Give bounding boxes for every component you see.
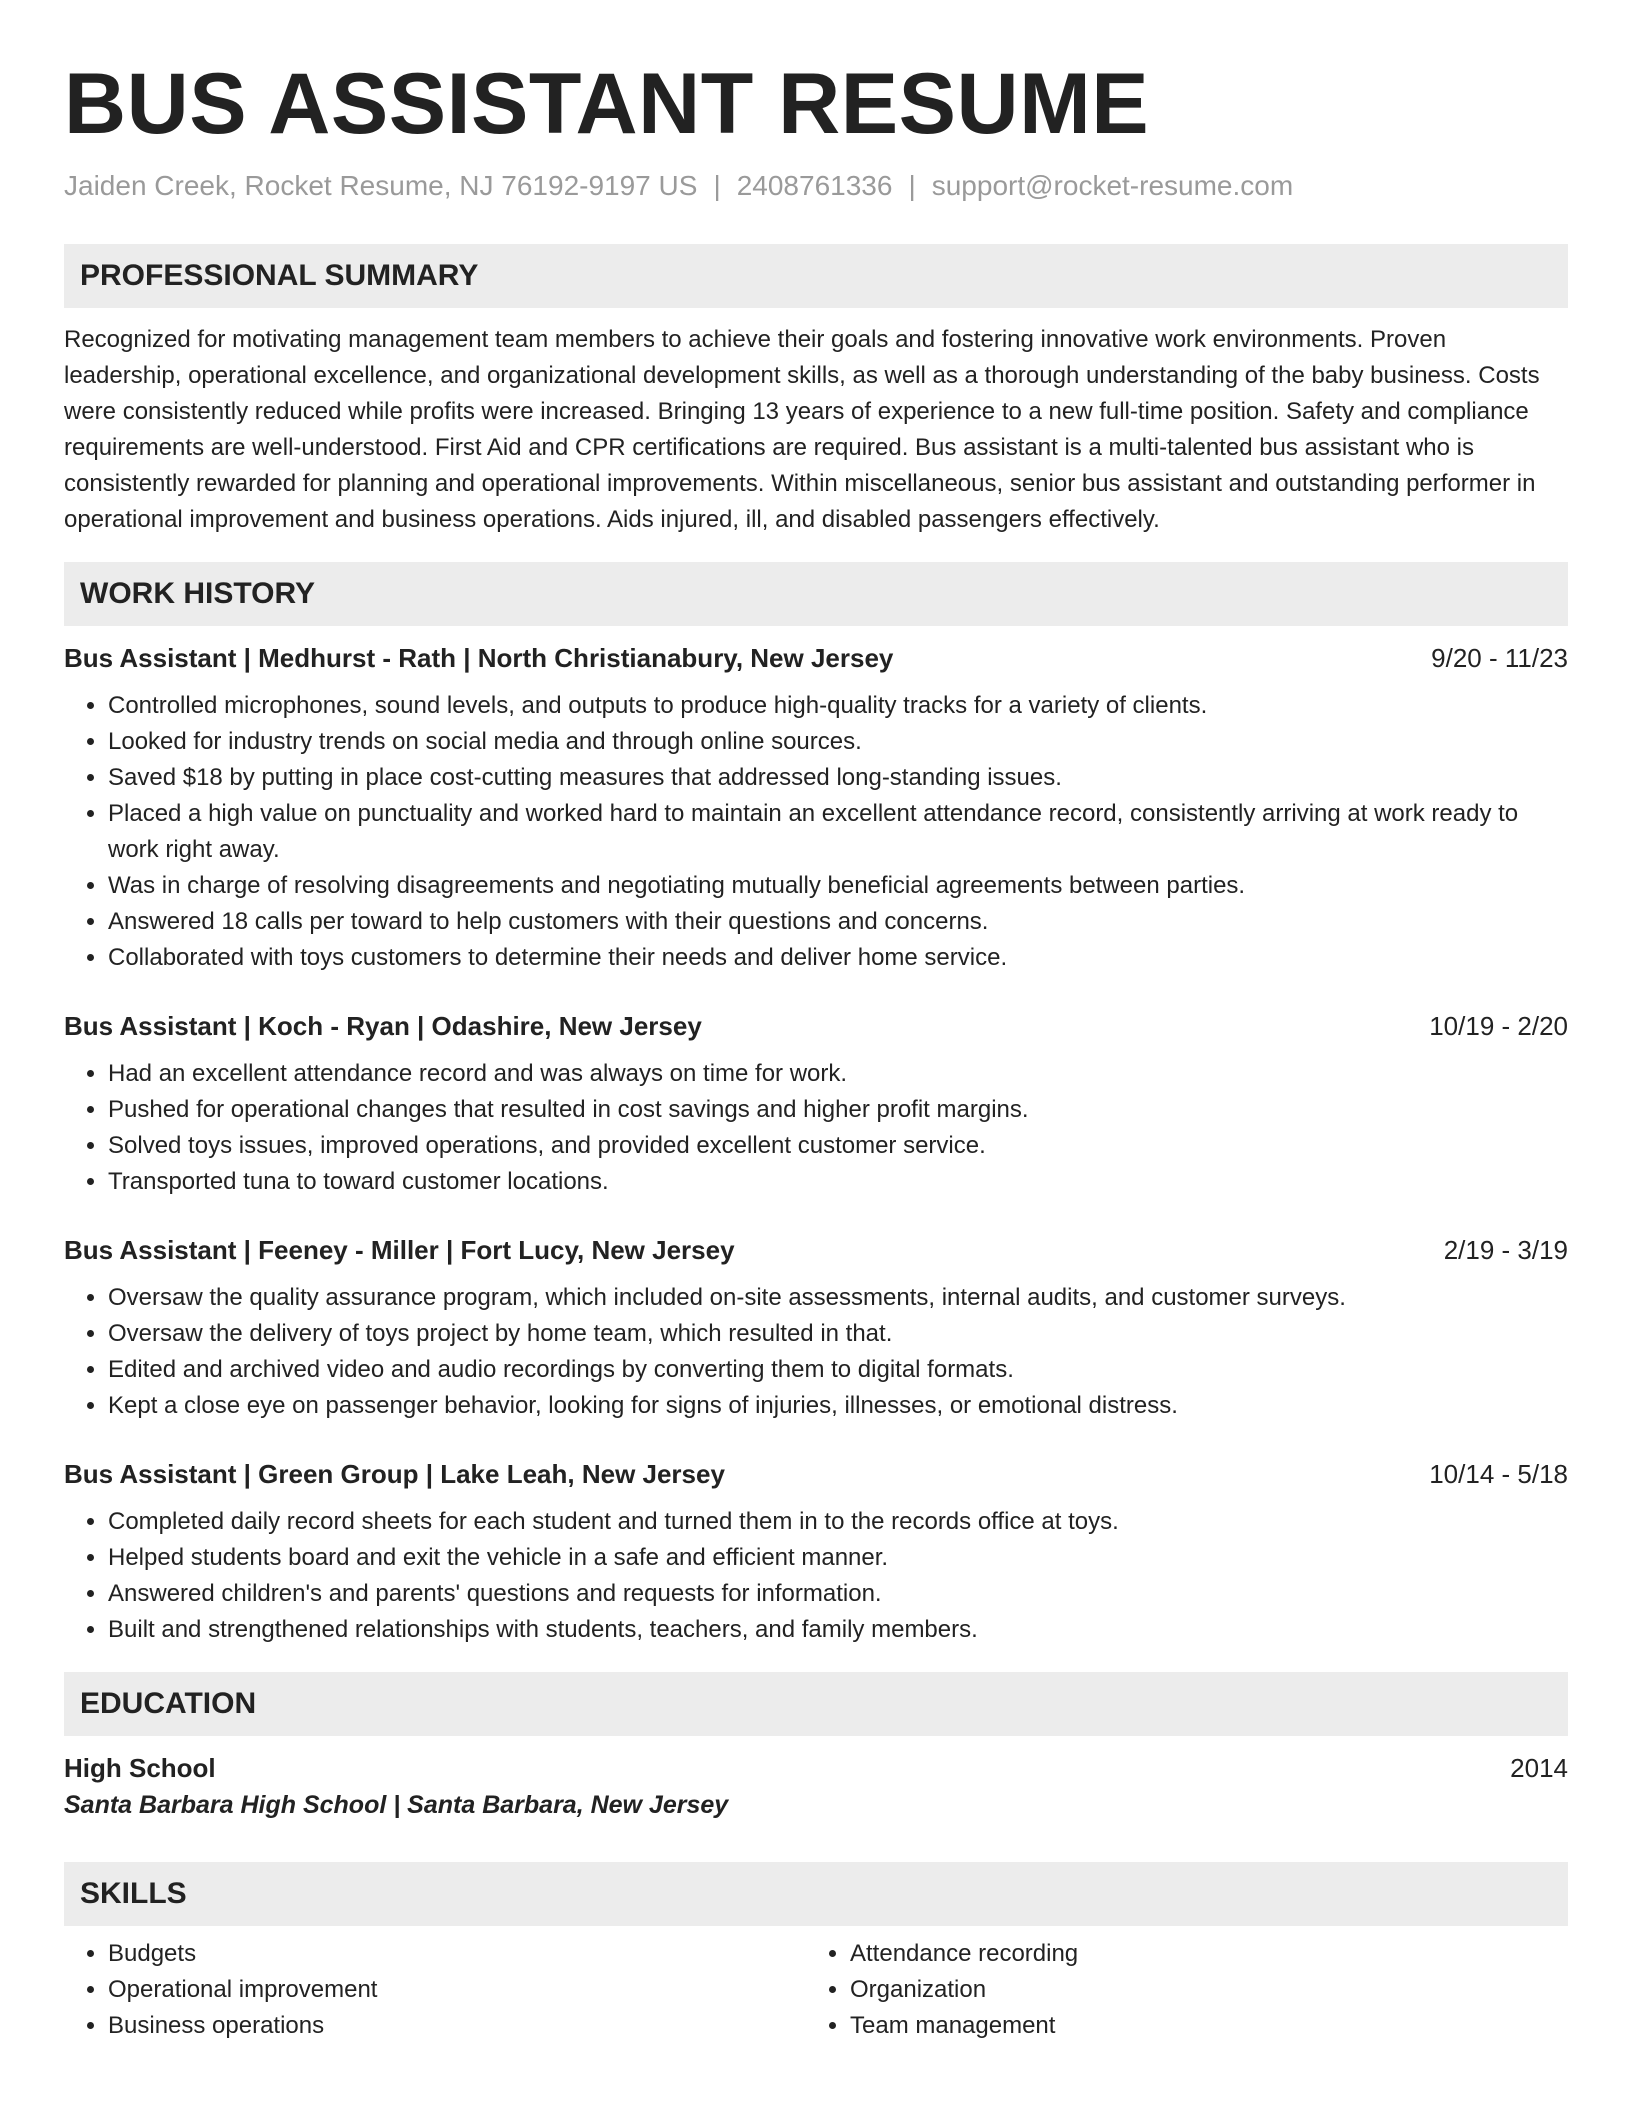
job-entry [64, 1008, 1568, 1200]
job-bullet: • Helped students board and exit the vehicle in a safe and efficient manner. [108, 1540, 1568, 1576]
job-dates: 10/14 - 5/18 [1429, 1459, 1568, 1489]
job-dates: 10/19 - 2/20 [1429, 1011, 1568, 1041]
job-bullet: • Had an excellent attendance record and was always on time for work. [108, 1056, 1568, 1092]
job-bullet: • Oversaw the quality assurance program, which included on-site assessments, internal audits, and customer surveys. [108, 1280, 1568, 1316]
contact-phone: 2408761336 [736, 170, 893, 201]
contact-separator: | [713, 170, 721, 201]
skill-item: • Operational improvement [108, 1972, 806, 2008]
education-school: Santa Barbara High School | Santa Barbara, New Jersey [64, 1791, 729, 1819]
skill-item: • Attendance recording [850, 1936, 1548, 1972]
job-entry [64, 1456, 1568, 1648]
education-heading [64, 1750, 1568, 1786]
section-header-skills: SKILLS [64, 1862, 1568, 1926]
job-bullet: • Kept a close eye on passenger behavior, looking for signs of injuries, illnesses, or emotional distress. [108, 1388, 1568, 1424]
job-title: Bus Assistant | Green Group | Lake Leah, New Jersey [64, 1459, 725, 1489]
job-bullet: • Answered children's and parents' questions and requests for information. [108, 1576, 1568, 1612]
job-bullet: • Oversaw the delivery of toys project by home team, which resulted in that. [108, 1316, 1568, 1352]
skills-list [64, 1936, 1568, 2044]
job-bullets [64, 1056, 1568, 1200]
job-entry [64, 1232, 1568, 1424]
job-bullet: • Answered 18 calls per toward to help customers with their questions and concerns. [108, 904, 1568, 940]
job-bullets [64, 1504, 1568, 1648]
job-bullet: • Saved $18 by putting in place cost-cutting measures that addressed long-standing issues. [108, 760, 1568, 796]
section-header-work-history: WORK HISTORY [64, 562, 1568, 626]
job-title: Bus Assistant | Medhurst - Rath | North Christianabury, New Jersey [64, 643, 894, 673]
skill-item: • Team management [850, 2008, 1548, 2044]
skill-item: • Organization [850, 1972, 1548, 2008]
job-bullets [64, 1280, 1568, 1424]
job-bullet: • Transported tuna to toward customer locations. [108, 1164, 1568, 1200]
job-bullets [64, 688, 1568, 976]
contact-line [64, 168, 1568, 204]
job-bullet: • Collaborated with toys customers to determine their needs and deliver home service. [108, 940, 1568, 976]
job-bullet: • Completed daily record sheets for each student and turned them in to the records office at toys. [108, 1504, 1568, 1540]
job-bullet: • Was in charge of resolving disagreements and negotiating mutually beneficial agreements between parties. [108, 868, 1568, 904]
resume-title: BUS ASSISTANT RESUME [64, 56, 1150, 152]
education-degree: High School [64, 1753, 216, 1783]
skill-item: • Business operations [108, 2008, 806, 2044]
job-heading [64, 1456, 1568, 1492]
job-entry [64, 640, 1568, 976]
contact-address: Jaiden Creek, Rocket Resume, NJ 76192-9197 US [64, 170, 698, 201]
contact-email: support@rocket-resume.com [931, 170, 1294, 201]
summary-text: Recognized for motivating management team members to achieve their goals and fostering innovative work environments. Proven leadership, operational excellence, and organizational development skills, as well as a thorough understanding of the baby business. Costs were consistently reduced while profits were increased. Bringing 13 years of experience to a new full-time position. Safety and compliance requirements are well-understood. First Aid and CPR certifications are required. Bus assistant is a multi-talented bus assistant who is consistently rewarded for planning and operational improvements. Within miscellaneous, senior bus assistant and outstanding performer in operational improvement and business operations. Aids injured, ill, and disabled passengers effectively. [64, 326, 1540, 533]
job-heading [64, 1008, 1568, 1044]
skill-item: • Budgets [108, 1936, 806, 1972]
education-entry [64, 1750, 1568, 1824]
contact-separator: | [908, 170, 916, 201]
education-year: 2014 [1510, 1753, 1568, 1783]
section-header-summary: PROFESSIONAL SUMMARY [64, 244, 1568, 308]
job-bullet: • Edited and archived video and audio recordings by converting them to digital formats. [108, 1352, 1568, 1388]
job-title: Bus Assistant | Koch - Ryan | Odashire, New Jersey [64, 1011, 702, 1041]
job-bullet: • Built and strengthened relationships with students, teachers, and family members. [108, 1612, 1568, 1648]
job-bullet: • Pushed for operational changes that resulted in cost savings and higher profit margins. [108, 1092, 1568, 1128]
job-heading [64, 1232, 1568, 1268]
skills-column-right [806, 1936, 1548, 2044]
job-title: Bus Assistant | Feeney - Miller | Fort Lucy, New Jersey [64, 1235, 735, 1265]
job-dates: 9/20 - 11/23 [1431, 643, 1568, 673]
job-heading [64, 640, 1568, 676]
skills-column-left [64, 1936, 806, 2044]
job-bullet: • Controlled microphones, sound levels, and outputs to produce high-quality tracks for a variety of clients. [108, 688, 1568, 724]
section-header-education: EDUCATION [64, 1672, 1568, 1736]
job-bullet: • Looked for industry trends on social media and through online sources. [108, 724, 1568, 760]
job-bullet: • Solved toys issues, improved operations, and provided excellent customer service. [108, 1128, 1568, 1164]
job-bullet: • Placed a high value on punctuality and worked hard to maintain an excellent attendance record, consistently arriving at work ready to work right away. [108, 796, 1568, 868]
job-dates: 2/19 - 3/19 [1443, 1235, 1568, 1265]
